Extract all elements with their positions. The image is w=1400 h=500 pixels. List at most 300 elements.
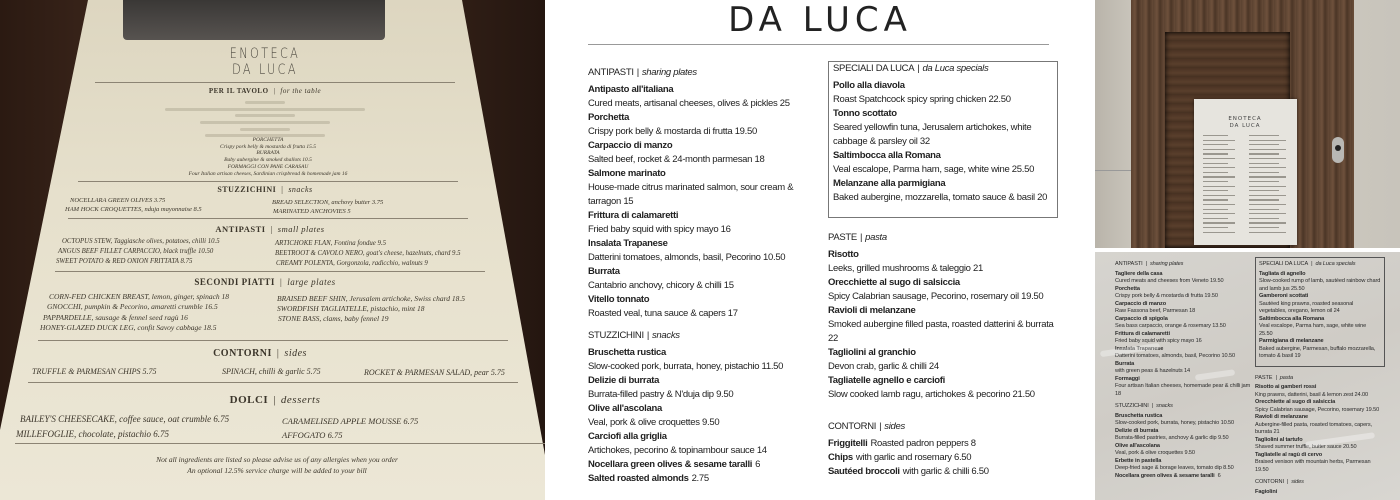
posted-menu-sheet — [1194, 99, 1297, 245]
dish-name: Tagliere della casa — [1115, 270, 1163, 277]
dish-name: Parmigiana di melanzane — [1259, 338, 1324, 344]
menu-item — [828, 465, 1058, 479]
dish-name: Pollo alla diavola — [833, 80, 905, 91]
separator: | — [279, 277, 283, 287]
section-title: DOLCI — [229, 394, 269, 406]
section-subtitle: small plates — [277, 224, 325, 234]
menu-item — [1255, 384, 1385, 399]
separator: | — [281, 185, 284, 194]
menu-line: HONEY-GLAZED DUCK LEG, confit Savoy cabbage 18.5 — [40, 323, 217, 332]
illegible-text — [1203, 158, 1235, 159]
separator: | — [879, 421, 882, 432]
section-title: SPECIALI DA LUCA — [1259, 261, 1309, 267]
section-subtitle: pasta — [865, 232, 887, 243]
dish-name: Nocellara green olives & sesame taralli — [588, 459, 753, 470]
clipboard-clip — [123, 0, 385, 40]
menu-line: BRAISED BEEF SHIN, Jerusalem artichoke, Swiss chard 18.5 — [277, 294, 466, 303]
photo-posted-menu-closeup — [1095, 252, 1400, 500]
dish-description: Raw Fassona beef, Parmesan 18 — [1115, 308, 1196, 314]
menu-line: ARTICHOKE FLAN, Fontina fondue 9.5 — [275, 240, 387, 247]
section-heading — [230, 394, 321, 406]
section-subtitle: sides — [284, 348, 307, 359]
dish-name: Salted roasted almonds — [588, 473, 689, 484]
dish-name: Carpaccio di manzo — [588, 140, 673, 151]
menu-item — [833, 149, 1053, 177]
dish-description: Burrata-filled pastries, anchovy & garlic dip 9.50 — [1115, 435, 1229, 441]
menu-item — [1115, 301, 1253, 316]
section-heading — [217, 185, 312, 194]
dish-description: Spicy Calabrian sausage, Pecorino, rosemary oil 19.50 — [828, 291, 1044, 302]
divider — [588, 44, 1049, 45]
illegible-text — [1203, 204, 1235, 205]
separator: | — [1311, 261, 1313, 267]
section-heading — [588, 329, 826, 343]
menu-line: Baby aubergine & smoked shallots 10.5 — [224, 157, 312, 163]
separator: | — [1275, 374, 1277, 381]
menu-section — [1255, 479, 1385, 496]
menu-item — [1115, 331, 1253, 346]
illegible-text — [1203, 172, 1228, 173]
menu-line: SWORDFISH TAGLIATELLE, pistachio, mint 18 — [277, 304, 425, 313]
illegible-text — [1249, 199, 1279, 200]
menu-item — [1115, 443, 1253, 458]
section-subtitle: sides — [884, 421, 905, 432]
dish-name: Bruschetta rustica — [588, 347, 667, 358]
section-heading — [588, 66, 826, 80]
illegible-text — [1249, 163, 1279, 164]
dish-description: with green peas & hazelnuts 14 — [1115, 368, 1191, 374]
menu-item — [1115, 473, 1253, 481]
menu-item — [588, 472, 826, 486]
dish-description: Crispy pork belly & mostarda di frutta 19.50 — [588, 126, 757, 137]
menu-item — [588, 83, 826, 111]
dish-description: Roast Spatchcock spicy spring chicken 22.50 — [833, 94, 1011, 105]
menu-item — [588, 374, 826, 402]
dish-description: Devon crab, garlic & chilli 24 — [828, 361, 939, 372]
menu-item — [588, 139, 826, 167]
menu-item — [588, 209, 826, 237]
divider — [95, 82, 455, 83]
dish-name: Porchetta — [1115, 285, 1140, 292]
menu-right-column — [1255, 257, 1385, 496]
menu-logo: ENOTECA — [229, 46, 301, 62]
dish-description: Baked aubergine, mozzarella, tomato sauce & basil 20 — [833, 192, 1048, 203]
menu-line: ANGUS BEEF FILLET CARPACCIO, black truffle 10.50 — [58, 248, 214, 255]
menu-section — [1115, 261, 1253, 398]
illegible-text — [1249, 158, 1286, 159]
dish-description: Spicy Calabrian sausage, Pecorino, rosemary 19.50 — [1255, 406, 1380, 413]
dish-description: Slow-cooked pork, burrata, honey, pistachio 10.50 — [1115, 420, 1235, 426]
illegible-text — [1203, 140, 1235, 141]
dish-name: Gamberoni scottati — [1259, 293, 1309, 299]
separator: | — [1151, 403, 1154, 409]
dish-name: Fagiolini — [1255, 488, 1278, 495]
menu-item — [588, 346, 826, 374]
dish-name: Frittura di calamaretti — [1115, 330, 1170, 337]
menu-item — [1259, 293, 1381, 316]
separator: | — [276, 348, 280, 359]
illegible-text — [1249, 149, 1286, 150]
menu-item — [588, 111, 826, 139]
dish-description: Sea bass carpaccio, orange & rosemary 13.50 — [1115, 323, 1226, 329]
divider — [78, 181, 458, 182]
dish-name: Risotto — [828, 249, 859, 260]
menu-item — [588, 293, 826, 321]
menu-item — [1255, 489, 1385, 497]
menu-item — [1115, 413, 1253, 428]
dish-name: Nocellara green olives & sesame taralli — [1115, 472, 1215, 479]
menu-line: GNOCCHI, pumpkin & Pecorino, amaretti crumble 16.5 — [47, 302, 218, 311]
illegible-text — [1249, 140, 1286, 141]
dish-description: Roasted padron peppers 8 — [870, 438, 976, 449]
dish-name: Tagliata di agnello — [1259, 270, 1306, 277]
dish-description: Veal escalope, Parma ham, sage, white wine 25.50 — [1259, 323, 1367, 337]
section-heading — [828, 231, 1058, 245]
menu-section — [588, 66, 826, 321]
section-heading — [833, 62, 1053, 76]
illegible-text — [1249, 172, 1279, 173]
section-heading — [1255, 479, 1385, 487]
illegible-text — [1203, 186, 1235, 187]
dish-name: Formaggi — [1115, 375, 1140, 382]
dish-name: Frittura di calamaretti — [588, 210, 679, 221]
menu-line: AFFOGATO 6.75 — [282, 430, 343, 440]
illegible-text — [1203, 167, 1235, 168]
illegible-text — [1249, 153, 1279, 154]
dish-name: Erbette in pastella — [1115, 457, 1162, 464]
dish-description: Shaved summer truffle, butter sauce 20.50 — [1255, 444, 1357, 450]
illegible-text — [1203, 190, 1228, 191]
menu-item — [1115, 271, 1253, 286]
dish-name: Tagliolini al granchio — [828, 347, 916, 358]
menu-line: OCTOPUS STEW, Taggiasche olives, potatoes, chilli 10.5 — [62, 238, 220, 245]
menu-line: NOCELLARA GREEN OLIVES 3.75 — [70, 197, 166, 204]
menu-section — [828, 61, 1058, 218]
section-title: PASTE — [828, 232, 857, 243]
menu-line: PAPPARDELLE, sausage & fennel seed ragù 16 — [43, 313, 188, 322]
menu-item — [588, 458, 826, 472]
menu-section — [1255, 375, 1385, 475]
illegible-text — [1203, 135, 1228, 136]
dish-description: Deep-fried sage & borage leaves, tomato dip 8.50 — [1115, 465, 1234, 471]
menu-section — [588, 329, 826, 486]
section-title: CONTORNI — [213, 348, 272, 359]
dish-description: 2.75 — [691, 473, 709, 484]
dish-name: Sautéed broccoli — [828, 466, 900, 477]
illegible-text — [1249, 186, 1286, 187]
dish-description: Four artisan Italian cheeses, homemade pear & chilli jam 18 — [1115, 383, 1251, 397]
dish-name: Carpaccio di spigola — [1115, 315, 1168, 322]
menu-item — [828, 451, 1058, 465]
dish-name: Carciofi alla griglia — [588, 431, 667, 442]
menu-item — [1115, 316, 1253, 331]
section-title: STUZZICHINI — [217, 185, 277, 194]
dish-name: Ravioli di melanzane — [1255, 414, 1309, 420]
dish-description: with garlic & chilli 6.50 — [902, 466, 989, 477]
dish-name: Olive all'ascolana — [588, 403, 662, 414]
section-heading — [194, 277, 335, 287]
section-title: ANTIPASTI — [1115, 261, 1143, 267]
illegible-text — [1203, 213, 1235, 214]
illegible-text — [1249, 218, 1279, 219]
menu-line: BURRATA — [256, 150, 280, 156]
section-subtitle: sides — [1291, 479, 1304, 485]
menu-line: PORCHETTA — [252, 137, 284, 143]
dish-description: Veal, pork & olive croquettes 9.50 — [1115, 450, 1195, 456]
menu-line: Crispy pork belly & mostarda di frutta 15.5 — [219, 144, 317, 150]
section-heading — [828, 420, 1058, 434]
separator: | — [859, 232, 863, 243]
menu-item — [1259, 316, 1381, 339]
section-title: CONTORNI — [828, 421, 877, 432]
menu-item — [833, 79, 1053, 107]
menu-item — [1115, 376, 1253, 399]
section-heading — [213, 348, 307, 359]
dish-description: Salted beef, rocket & 24-month parmesan 18 — [588, 154, 765, 165]
dish-description: Aubergine-filled pasta, roasted tomatoes, capers, burrata 21 — [1255, 421, 1372, 435]
dish-name: Insalata Trapanese — [588, 238, 668, 249]
separator: | — [270, 224, 273, 234]
illegible-text — [1249, 195, 1286, 196]
menu-item — [828, 276, 1058, 304]
menu-line: MARINATED ANCHOVIES 5 — [273, 208, 351, 215]
section-subtitle: da Luca specials — [1315, 261, 1356, 267]
illegible-text — [1203, 227, 1228, 228]
dish-name: Ravioli di melanzane — [828, 305, 916, 316]
dish-name: Burrata — [588, 266, 620, 277]
menu-item — [1115, 428, 1253, 443]
menu-line: Four Italian artisan cheeses, Sardinian crispbread & homemade jam 16 — [188, 171, 348, 177]
menu-line: BEETROOT & CAVOLO NERO, goat's cheese, hazelnuts, chard 9.5 — [275, 250, 461, 257]
section-heading — [1115, 403, 1253, 411]
illegible-text — [165, 108, 365, 111]
dish-description: Datterini tomatoes, almonds, basil, Pecorino 10.50 — [588, 252, 786, 263]
section-title: SPECIALI DA LUCA — [833, 63, 915, 74]
menu-line: SPINACH, chilli & garlic 5.75 — [222, 367, 321, 376]
dish-description: Crispy pork belly & mostarda di frutta 19.50 — [1115, 293, 1218, 299]
menu-line: BAILEY'S CHEESECAKE, coffee sauce, oat crumble 6.75 — [20, 414, 230, 424]
illegible-text — [1203, 153, 1228, 154]
separator: | — [917, 63, 920, 74]
illegible-text — [1249, 181, 1279, 182]
menu-line: CREAMY POLENTA, Gorgonzola, radicchio, walnuts 9 — [276, 260, 428, 267]
section-subtitle: for the table — [280, 87, 322, 95]
divider — [28, 382, 518, 383]
divider — [38, 340, 508, 341]
dish-name: Saltimbocca alla Romana — [1259, 315, 1325, 322]
illegible-text — [1203, 163, 1228, 164]
dish-description: Burrata-filled pastry & N'duja dip 9.50 — [588, 389, 734, 400]
section-heading — [215, 224, 324, 234]
menu-right-column — [828, 61, 1058, 479]
section-subtitle: sharing plates — [1149, 261, 1184, 267]
menu-line: CORN-FED CHICKEN BREAST, lemon, ginger, spinach 18 — [49, 292, 230, 301]
dish-name: Delizie di burrata — [588, 375, 660, 386]
dish-name: Bruschetta rustica — [1115, 412, 1163, 419]
stone-joint — [1095, 170, 1131, 171]
menu-item — [588, 167, 826, 209]
dish-description: Cured meats and cheeses from Veneto 19.50 — [1115, 278, 1224, 284]
menu-item — [828, 304, 1058, 346]
separator: | — [1286, 479, 1289, 485]
section-heading — [1255, 375, 1385, 383]
menu-section — [828, 420, 1058, 479]
menu-logo: DA LUCA — [232, 62, 298, 78]
section-subtitle: desserts — [280, 394, 321, 406]
dish-name: Saltimbocca alla Romana — [833, 150, 941, 161]
section-title: SECONDI PIATTI — [194, 277, 275, 287]
menu-item — [828, 346, 1058, 374]
illegible-text — [1203, 199, 1228, 200]
dish-name: Vitello tonnato — [588, 294, 650, 305]
dish-name: Risotto ai gamberi rossi — [1255, 384, 1317, 390]
dish-description: Baked aubergine, Parmesan, buffalo mozzarella, tomato & basil 19 — [1259, 345, 1376, 359]
dish-description: Slow cooked lamb ragu, artichokes & pecorino 21.50 — [828, 389, 1035, 400]
menu-section — [1115, 403, 1253, 480]
menu-item — [1255, 399, 1385, 414]
dish-description: Leeks, grilled mushrooms & taleggio 21 — [828, 263, 983, 274]
illegible-text — [1203, 222, 1235, 223]
illegible-text — [200, 121, 330, 124]
illegible-text — [1249, 167, 1286, 168]
dish-description: 6 — [1217, 472, 1221, 479]
dish-description: Fried baby squid with spicy mayo 16 — [588, 224, 731, 235]
section-subtitle: snacks — [1156, 403, 1173, 409]
dish-description: Datterini tomatoes, almonds, basil, Pecorino 10.50 — [1115, 353, 1235, 359]
illegible-text — [1249, 222, 1286, 223]
dish-description: Smoked aubergine filled pasta, roasted datterini & burrata 22 — [828, 319, 1054, 344]
menu-item — [828, 374, 1058, 402]
illegible-text — [1203, 149, 1235, 150]
illegible-text — [240, 128, 290, 131]
dish-description: 6 — [755, 459, 761, 470]
dish-name: Burrata — [1115, 360, 1135, 367]
menu-item — [833, 107, 1053, 149]
dish-description: Sautéed king prawns, roasted seasonal vegetables, oregano, lemon oil 24 — [1259, 300, 1354, 314]
illegible-text — [1249, 190, 1279, 191]
dish-description: Seared yellowfin tuna, Jerusalem artichokes, white cabbage & parsley oil 32 — [833, 122, 1032, 147]
dish-name: Tonno scottato — [833, 108, 897, 119]
menu-item — [588, 265, 826, 293]
dish-description: Veal escalope, Parma ham, sage, white wine 25.50 — [833, 164, 1035, 175]
separator: | — [273, 394, 276, 406]
dish-description: Fried baby squid with spicy mayo 16 — [1115, 338, 1202, 344]
menu-line: CARAMELISED APPLE MOUSSE 6.75 — [282, 416, 419, 426]
illegible-text — [1249, 227, 1279, 228]
section-title: PER IL TAVOLO — [208, 87, 269, 95]
section-title: CONTORNI — [1255, 479, 1284, 485]
photo-menu-in-door — [1095, 0, 1400, 248]
dish-name: Insalata Trapanese — [1115, 345, 1164, 352]
menu-item — [588, 402, 826, 430]
menu-line: STONE BASS, clams, baby fennel 19 — [278, 314, 389, 323]
section-heading — [1115, 261, 1253, 269]
illegible-text — [1249, 176, 1286, 177]
dish-description: Veal, pork & olive croquettes 9.50 — [588, 417, 720, 428]
illegible-text — [1203, 209, 1228, 210]
separator: | — [636, 67, 639, 78]
dish-name: Friggitelli — [828, 438, 868, 449]
menu-item — [1259, 271, 1381, 294]
section-title: ANTIPASTI — [588, 67, 634, 78]
section-title: ANTIPASTI — [215, 224, 266, 234]
menu-item — [1259, 338, 1381, 361]
illegible-text — [1249, 204, 1286, 205]
dish-name: Tagliatelle al ragù di cervo — [1255, 451, 1323, 458]
section-subtitle: large plates — [287, 277, 336, 287]
illegible-text — [1249, 144, 1279, 145]
menu-item — [828, 437, 1058, 451]
menu-section — [828, 231, 1058, 402]
menu-line: HAM HOCK CROQUETTES, nduja mayonnaise 8.5 — [65, 206, 202, 213]
section-subtitle: da Luca specials — [922, 63, 989, 74]
menu-line: FORMAGGI CON PANE CARASAU — [227, 164, 309, 170]
illegible-text — [245, 101, 285, 104]
menu-item — [1255, 452, 1385, 475]
menu-line: TRUFFLE & PARMESAN CHIPS 5.75 — [32, 367, 157, 376]
dish-name: Antipasto all'italiana — [588, 84, 674, 95]
section-title: PASTE — [1255, 374, 1273, 381]
illegible-text — [1249, 209, 1279, 210]
dish-description: House-made citrus marinated salmon, sour cream & tarragon 15 — [588, 182, 794, 207]
menu-item — [1115, 458, 1253, 473]
menu-item — [828, 248, 1058, 276]
section-subtitle: snacks — [288, 185, 313, 194]
menu-section — [1255, 257, 1385, 367]
illegible-text — [1203, 144, 1228, 145]
menu-line: Not all ingredients are listed so please advise us of any allergies when you order — [156, 455, 398, 464]
menu-item — [588, 430, 826, 458]
photo-menu-on-clipboard — [0, 0, 545, 500]
divider — [68, 218, 468, 219]
separator: | — [273, 87, 276, 95]
illegible-text — [1203, 176, 1235, 177]
illegible-text — [1203, 181, 1228, 182]
illegible-text — [1203, 218, 1228, 219]
menu-line: SWEET POTATO & RED ONION FRITTATA 8.75 — [56, 258, 193, 265]
menu-item — [833, 177, 1053, 205]
dish-description: King prawns, datterini, basil & lemon zest 24.00 — [1255, 391, 1369, 398]
dish-description: Braised venison with mountain herbs, Parmesan 19.50 — [1255, 459, 1371, 473]
dish-name: Tagliatelle agnello e carciofi — [828, 375, 946, 386]
dish-description: Cured meats, artisanal cheeses, olives & pickles 25 — [588, 98, 790, 109]
section-heading — [209, 87, 321, 95]
dish-description: Slow-cooked pork, burrata, honey, pistachio 11.50 — [588, 361, 784, 372]
dish-name: Porchetta — [588, 112, 630, 123]
dish-name: Salmone marinato — [588, 168, 666, 179]
menu-line: ROCKET & PARMESAN SALAD, pear 5.75 — [364, 368, 505, 377]
section-heading — [1259, 261, 1381, 269]
menu-item — [1115, 286, 1253, 301]
dish-description: Cantabrio anchovy, chicory & chilli 15 — [588, 280, 734, 291]
dish-description: Roasted veal, tuna sauce & capers 17 — [588, 308, 738, 319]
menu-left-column — [588, 66, 826, 486]
dish-name: Orecchiette al sugo di salsiccia — [828, 277, 960, 288]
lock-icon — [1332, 137, 1344, 163]
dish-name: Carpaccio di manzo — [1115, 300, 1167, 307]
section-title: STUZZICHINI — [588, 330, 644, 341]
section-subtitle: pasta — [1279, 374, 1293, 381]
menu-title: DA LUCA — [728, 0, 912, 40]
menu-item — [588, 237, 826, 265]
poster-logo: ENOTECA DA LUCA — [1228, 116, 1262, 129]
illegible-text — [1249, 135, 1279, 136]
dish-name: Chips — [828, 452, 853, 463]
dish-name: Orecchiette al sugo di salsiccia — [1255, 399, 1336, 405]
illegible-text — [1249, 232, 1286, 233]
divider — [15, 443, 545, 444]
menu-line: MILLEFOGLIE, chocolate, pistachio 6.75 — [16, 429, 169, 439]
